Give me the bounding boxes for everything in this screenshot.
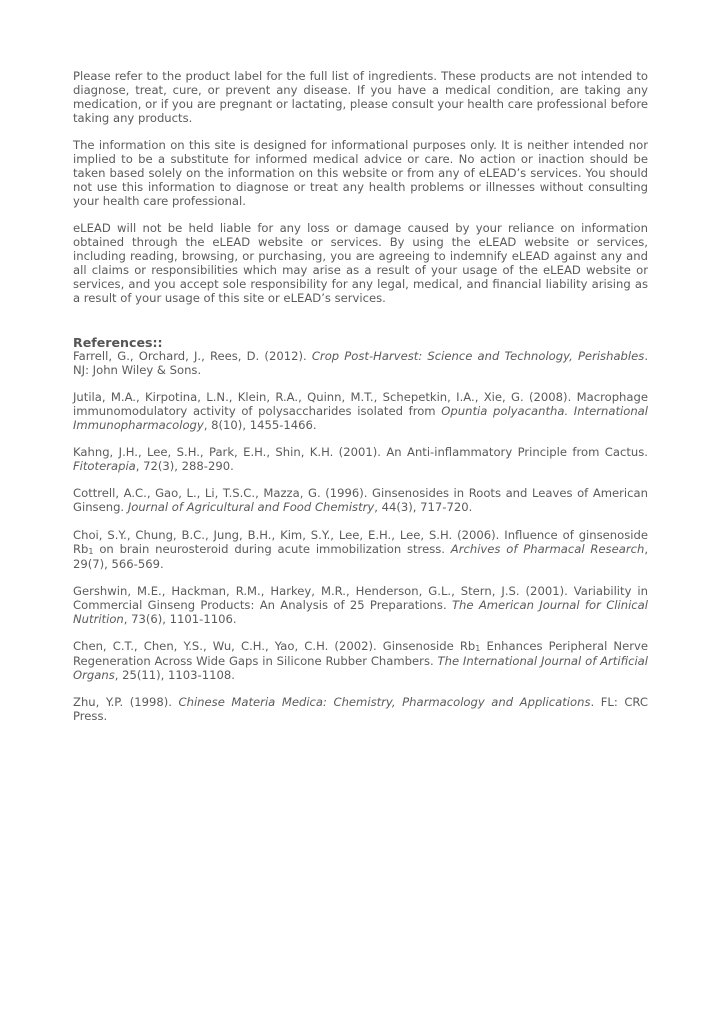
reference-details: , 73(6), 1101-1106. xyxy=(123,611,237,626)
reference-title: Crop Post-Harvest: Science and Technology, Perishables xyxy=(311,348,645,363)
reference-title: Opuntia polyacantha. International Immunopharmacology xyxy=(73,403,648,432)
reference-details: , 72(3), 288-290. xyxy=(135,459,234,474)
subscript: 1 xyxy=(475,644,481,654)
reference-text-cont: Enhances Peripheral Nerve Regeneration Across Wide Gaps in Silicone Rubber Chambers. xyxy=(73,639,648,669)
reference-text: Zhu, Y.P. (1998). xyxy=(73,695,179,710)
reference-text: Choi, S.Y., Chung, B.C., Jung, B.H., Kim, S.Y., Lee, E.H., Lee, S.H. (2006). Influence of ginsenoside Rb xyxy=(73,527,648,556)
references-list xyxy=(73,350,648,725)
reference-title: The American Journal for Clinical Nutrition xyxy=(73,597,648,626)
disclaimer-informational-paragraph: The information on this site is designed for informational purposes only. It is neither intended nor implied to be a substitute for informed medical advice or care. No action or inaction should be taken based solely on the information on this website or from any of eLEAD’s services. You should not use this information to diagnose or treat any health problems or illnesses without consulting your health care professional. xyxy=(73,138,648,208)
reference-title: Archives of Pharmacal Research xyxy=(450,541,645,556)
reference-item xyxy=(73,696,648,724)
references-heading: References:: xyxy=(73,334,163,350)
reference-title: Chinese Materia Medica: Chemistry, Pharmacology and Applications xyxy=(178,695,591,710)
reference-item xyxy=(73,529,648,572)
reference-details: , 25(11), 1103-1108. xyxy=(114,668,235,682)
reference-item xyxy=(73,487,648,515)
reference-title: Journal of Agricultural and Food Chemistry xyxy=(127,500,375,515)
reference-details: . FL: CRC Press. xyxy=(73,695,648,724)
reference-item xyxy=(73,640,648,683)
reference-item xyxy=(73,446,648,474)
reference-details: , 8(10), 1455-1466. xyxy=(203,417,317,432)
disclaimer-liability-paragraph: eLEAD will not be held liable for any loss or damage caused by your reliance on information obtained through the eLEAD website or services. By using the eLEAD website or services, including reading, browsing, or purchasing, you are agreeing to indemnify eLEAD against any and all claims or responsibilities which may arise as a result of your usage of the eLEAD website or services, and you accept sole responsibility for any legal, medical, and financial liability arising as a result of your usage of this site or eLEAD’s services. xyxy=(73,221,648,305)
reference-details: , 29(7), 566-569. xyxy=(73,541,649,571)
disclaimer-ingredients-paragraph: Please refer to the product label for the full list of ingredients. These products are not intended to diagnose, treat, cure, or prevent any disease. If you have a medical condition, are taking any medication, or if you are pregnant or lactating, please consult your health care professional before taking any products. xyxy=(73,69,648,125)
reference-item xyxy=(73,585,648,627)
reference-title: The International Journal of Artificial Organs xyxy=(73,654,648,682)
reference-item xyxy=(73,350,648,378)
reference-text-cont: on brain neurosteroid during acute immobilization stress. xyxy=(93,541,451,556)
reference-text: Jutila, M.A., Kirpotina, L.N., Klein, R.A., Quinn, M.T., Schepetkin, I.A., Xie, G. (2008). Macrophage immunomodulatory activity of polysaccharides isolated from xyxy=(73,389,648,418)
reference-text: Cottrell, A.C., Gao, L., Li, T.S.C., Mazza, G. (1996). Ginsenosides in Roots and Leaves of American Ginseng. xyxy=(73,486,648,515)
reference-text: Chen, C.T., Chen, Y.S., Wu, C.H., Yao, C.H. (2002). Ginsenoside Rb xyxy=(73,639,476,654)
subscript: 1 xyxy=(88,546,94,556)
reference-text: Kahng, J.H., Lee, S.H., Park, E.H., Shin, K.H. (2001). An Anti-inflammatory Principle from Cactus. xyxy=(73,445,648,460)
reference-item xyxy=(73,391,648,433)
reference-details: . NJ: John Wiley & Sons. xyxy=(73,348,648,377)
reference-text: Gershwin, M.E., Hackman, R.M., Harkey, M.R., Henderson, G.L., Stern, J.S. (2001). Variability in Commercial Ginseng Products: An Analysis of 25 Preparations. xyxy=(73,583,648,612)
reference-title: Fitoterapia xyxy=(73,459,136,474)
reference-details: , 44(3), 717-720. xyxy=(374,500,473,515)
reference-text: Farrell, G., Orchard, J., Rees, D. (2012). xyxy=(73,348,312,363)
